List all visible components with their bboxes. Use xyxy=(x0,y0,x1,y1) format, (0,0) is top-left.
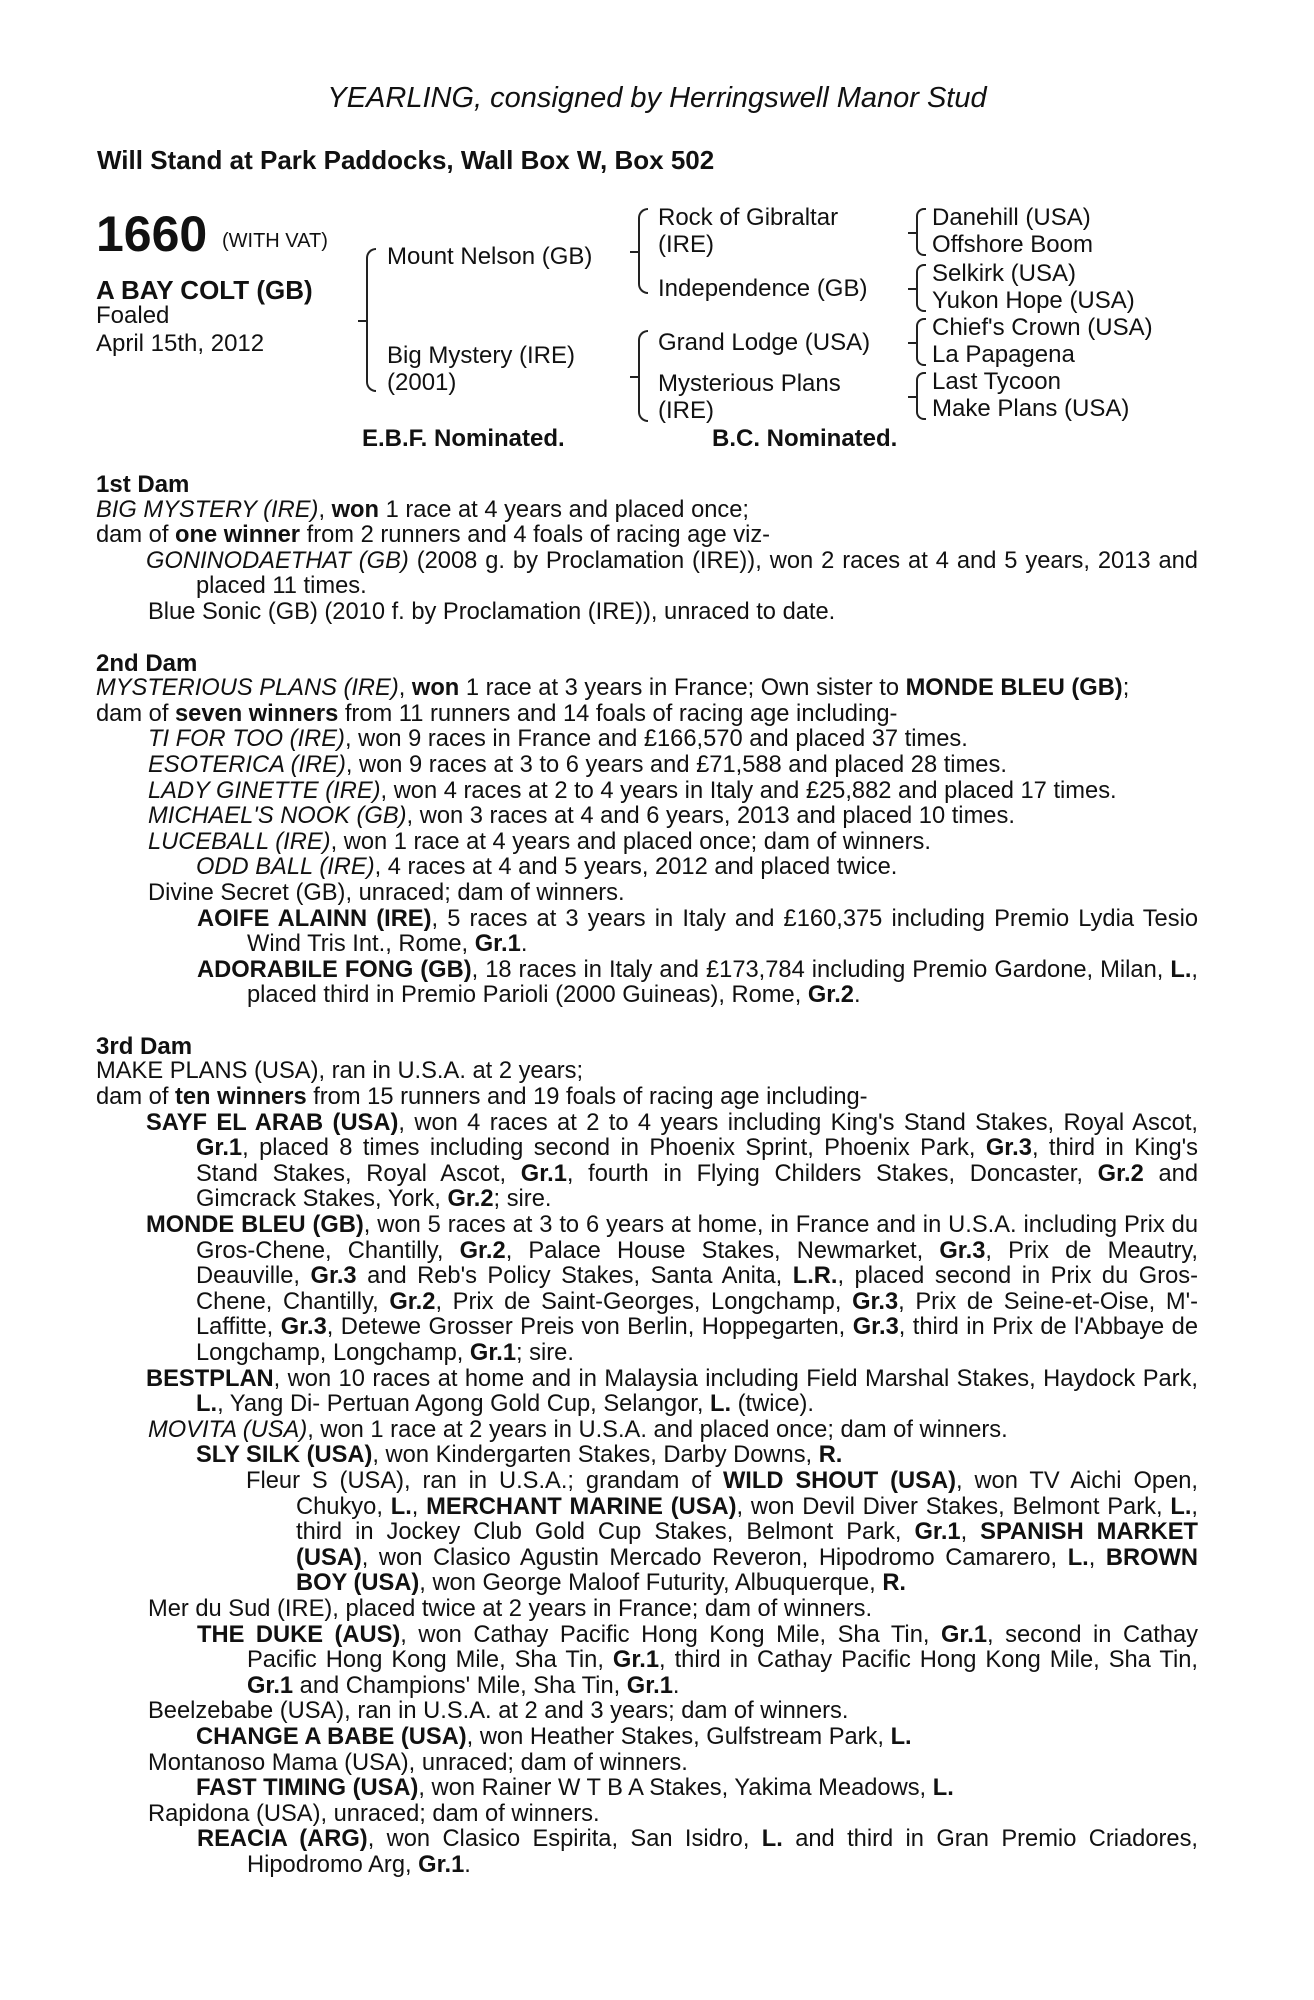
vat-note: (WITH VAT) xyxy=(222,230,328,252)
dam-dam: Mysterious Plans xyxy=(658,370,841,397)
produce-entry: LADY GINETTE (IRE), won 4 races at 2 to 4 years in Italy and £25,882 and placed 17 times. xyxy=(148,777,1117,804)
grandsire-2: Selkirk (USA) xyxy=(932,260,1077,287)
produce-entry: REACIA (ARG), won Clasico Espirita, San Isidro, L. and third in Gran Premio Criadores, Hipodromo Arg, Gr.1. xyxy=(197,1826,1198,1878)
produce-entry: TI FOR TOO (IRE), won 9 races in France and £166,570 and placed 37 times. xyxy=(148,726,968,753)
gen3-brace-1 xyxy=(916,208,926,256)
sire: Mount Nelson (GB) xyxy=(387,243,593,270)
produce-entry: CHANGE A BABE (USA), won Heather Stakes, Gulfstream Park, L. xyxy=(196,1723,912,1750)
granddam-4: Make Plans (USA) xyxy=(932,395,1130,422)
produce-entry: ESOTERICA (IRE), won 9 races at 3 to 6 years and £71,588 and placed 28 times. xyxy=(148,751,1007,778)
first-dam-heading: 1st Dam xyxy=(96,471,190,498)
second-dam-record: MYSTERIOUS PLANS (IRE), won 1 race at 3 years in France; Own sister to MONDE BLEU (GB); xyxy=(96,675,1130,702)
produce-entry: LUCEBALL (IRE), won 1 race at 4 years and placed once; dam of winners. xyxy=(148,828,931,855)
third-dam-record: MAKE PLANS (USA), ran in U.S.A. at 2 years; xyxy=(96,1058,584,1085)
dam-year: (2001) xyxy=(387,369,457,396)
first-dam-record: BIG MYSTERY (IRE), won 1 race at 4 years and placed once; xyxy=(96,496,750,523)
foaled-date: April 15th, 2012 xyxy=(96,330,265,357)
produce-entry: Blue Sonic (GB) (2010 f. by Proclamation (IRE)), unraced to date. xyxy=(148,598,836,625)
produce-entry: ADORABILE FONG (GB), 18 races in Italy and £173,784 including Premio Gardone, Milan, L., placed third in Premio Parioli (2000 Guineas), Rome, Gr.2. xyxy=(197,956,1198,1009)
first-dam-produce: dam of one winner from 2 runners and 4 foals of racing age viz- xyxy=(96,522,771,549)
dam: Big Mystery (IRE) xyxy=(387,342,576,369)
produce-entry: ODD BALL (IRE), 4 races at 4 and 5 years, 2012 and placed twice. xyxy=(196,854,898,881)
sire-parents-brace xyxy=(638,208,648,294)
produce-entry: BESTPLAN, won 10 races at home and in Malaysia including Field Marshal Stakes, Haydock Park, L., Yang Di- Pertuan Agong Gold Cup, Selangor, L. (twice). xyxy=(146,1365,1198,1418)
second-dam-heading: 2nd Dam xyxy=(96,649,198,677)
third-dam-heading: 3rd Dam xyxy=(96,1032,193,1060)
produce-entry: MOVITA (USA), won 1 race at 2 years in U.S.A. and placed once; dam of winners. xyxy=(148,1416,1008,1443)
produce-entry: MICHAEL'S NOOK (GB), won 3 races at 4 and 6 years, 2013 and placed 10 times. xyxy=(148,803,1015,830)
grandsire-4: Last Tycoon xyxy=(932,368,1061,395)
dam-dam-country: (IRE) xyxy=(658,397,714,424)
dam-parents-brace xyxy=(638,330,648,422)
lot-number: 1660 xyxy=(96,206,208,262)
second-dam-produce: dam of seven winners from 11 runners and 14 foals of racing age including- xyxy=(96,700,898,727)
gen3-brace-3 xyxy=(916,318,926,366)
sire-dam-brace xyxy=(366,248,376,392)
produce-entry: AOIFE ALAINN (IRE), 5 races at 3 years in Italy and £160,375 including Premio Lydia Tesio Wind Tris Int., Rome, Gr.1. xyxy=(197,905,1199,958)
produce-entry: THE DUKE (AUS), won Cathay Pacific Hong Kong Mile, Sha Tin, Gr.1, second in Cathay Pacific Hong Kong Mile, Sha Tin, Gr.1, third in Cathay Pacific Hong Kong Mile, Sha Tin, Gr.1 and Champions' Mile, Sha Tin, Gr.1. xyxy=(197,1621,1199,1699)
gen3-brace-4 xyxy=(916,372,926,420)
produce-entry: Divine Secret (GB), unraced; dam of winners. xyxy=(148,879,625,906)
produce-entry: MONDE BLEU (GB), won 5 races at 3 to 6 years at home, in France and in U.S.A. including Prix du Gros-Chene, Chantilly, Gr.2, Palace House Stakes, Newmarket, Gr.3, Prix de Meautry, Deauville, Gr.3 and Reb's Policy Stakes, Santa Anita, L.R., placed second in Prix du Gros-Chene, Chantilly, Gr.2, Prix de Saint-Georges, Longchamp, Gr.3, Prix de Seine-et-Oise, M'-Laffitte, Gr.3, Detewe Grosser Preis von Berlin, Hoppegarten, Gr.3, third in Prix de l'Abbaye de Longchamp, Longchamp, Gr.1; sire. xyxy=(146,1212,1199,1366)
produce-entry: SLY SILK (USA), won Kindergarten Stakes, Darby Downs, R. xyxy=(196,1442,843,1469)
produce-entry: Montanoso Mama (USA), unraced; dam of winners. xyxy=(148,1749,688,1776)
foaled-label: Foaled xyxy=(96,302,170,329)
granddam-2: Yukon Hope (USA) xyxy=(932,287,1135,314)
gen3-brace-2 xyxy=(916,264,926,312)
granddam-1: Offshore Boom xyxy=(932,231,1093,258)
lot-name: A BAY COLT (GB) xyxy=(96,275,313,305)
sire-dam: Independence (GB) xyxy=(658,275,868,302)
third-dam-produce: dam of ten winners from 15 runners and 19 foals of racing age including- xyxy=(96,1084,868,1111)
produce-entry: Beelzebabe (USA), ran in U.S.A. at 2 and 3 years; dam of winners. xyxy=(148,1698,849,1725)
stand-location: Will Stand at Park Paddocks, Wall Box W, Box 502 xyxy=(97,145,715,175)
grandsire-1: Danehill (USA) xyxy=(932,204,1091,231)
produce-entry: Mer du Sud (IRE), placed twice at 2 years in France; dam of winners. xyxy=(148,1595,873,1622)
dam-sire: Grand Lodge (USA) xyxy=(658,329,871,356)
produce-entry: Fleur S (USA), ran in U.S.A.; grandam of WILD SHOUT (USA), won TV Aichi Open, Chukyo, L., MERCHANT MARINE (USA), won Devil Diver Stakes, Belmont Park, L., third in Jockey Club Gold Cup Stakes, Belmont Park, Gr.1, SPANISH MARKET (USA), won Clasico Agustin Mercado Reveron, Hipodromo Camarero, L., BROWN BOY (USA), won George Maloof Futurity, Albuquerque, R. xyxy=(246,1467,1198,1597)
dam-produce-record xyxy=(96,472,1198,1878)
produce-entry: FAST TIMING (USA), won Rainer W T B A Stakes, Yakima Meadows, L. xyxy=(196,1775,954,1802)
produce-entry: GONINODAETHAT (GB) (2008 g. by Proclamation (IRE)), won 2 races at 4 and 5 years, 2013 and placed 11 times. xyxy=(146,547,1198,600)
granddam-3: La Papagena xyxy=(932,341,1075,368)
consignment-line: YEARLING, consigned by Herringswell Manor Stud xyxy=(327,82,987,114)
sire-sire-country: (IRE) xyxy=(658,231,714,258)
produce-entry: SAYF EL ARAB (USA), won 4 races at 2 to 4 years including King's Stand Stakes, Royal Ascot, Gr.1, placed 8 times including second in Phoenix Sprint, Phoenix Park, Gr.3, third in King's Stand Stakes, Royal Ascot, Gr.1, fourth in Flying Childers Stakes, Doncaster, Gr.2 and Gimcrack Stakes, York, Gr.2; sire. xyxy=(146,1109,1198,1213)
produce-entry: Rapidona (USA), unraced; dam of winners. xyxy=(148,1800,600,1827)
ebf-nominated: E.B.F. Nominated. xyxy=(362,425,565,452)
sire-sire: Rock of Gibraltar xyxy=(658,204,839,231)
grandsire-3: Chief's Crown (USA) xyxy=(932,314,1153,341)
bc-nominated: B.C. Nominated. xyxy=(712,425,898,452)
